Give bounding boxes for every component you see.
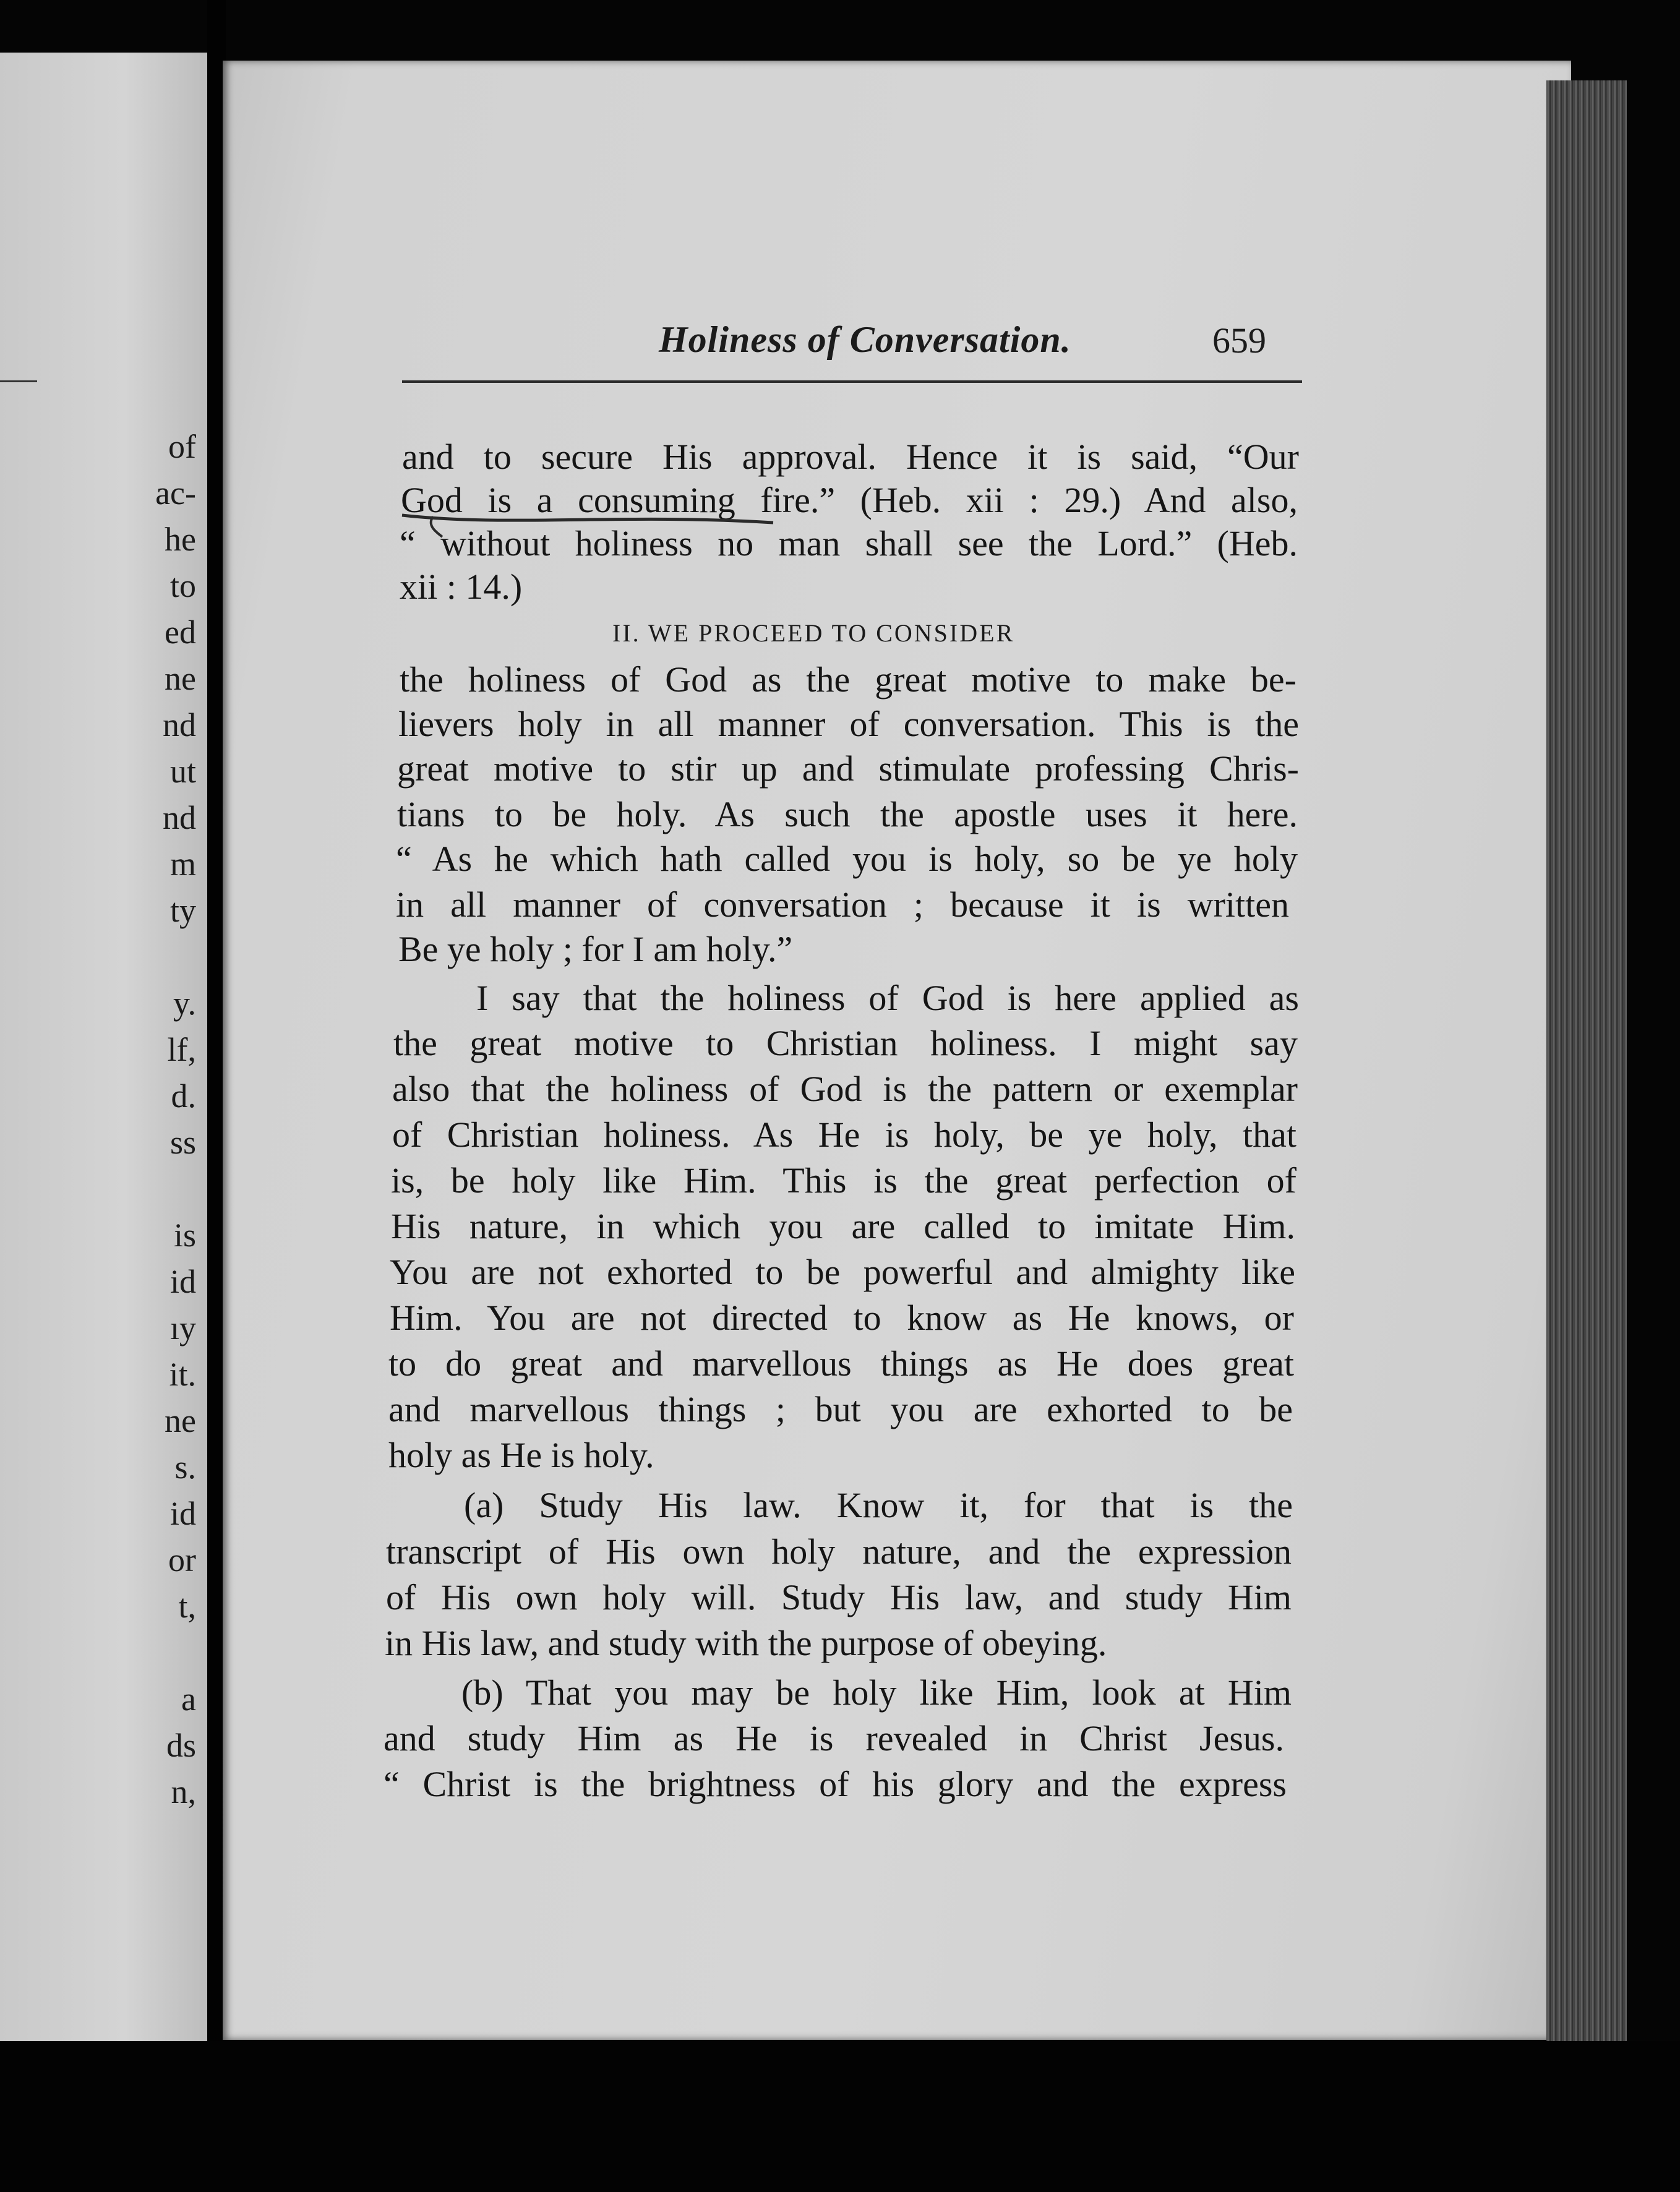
left-fragment: nd [163,706,196,743]
left-fragment: ut [169,753,196,790]
left-fragment: id [169,1263,196,1300]
text-line: xii : 14.) [400,567,523,607]
left-fragment: t, [178,1588,196,1625]
left-fragment: to [169,567,196,604]
left-fragment: s. [174,1449,196,1486]
left-fragment: lf, [167,1031,196,1068]
text-line: the great motive to Christian holiness. I might say [393,1023,1298,1063]
left-fragment: of [168,428,196,465]
text-line: is, be holy like Him. This is the great perfection of [391,1160,1296,1201]
left-fragment: m [169,846,196,883]
text-line: (a) Study His law. Know it, for that is the [464,1485,1293,1525]
left-fragment: y. [173,985,196,1022]
text-line: God is a consuming fire.” (Heb. xii : 29.) And also, [401,480,1298,520]
text-line: to do great and marvellous things as He does great [388,1343,1294,1384]
text-line: “ As he which hath called you is holy, so be ye holy [396,839,1298,879]
text-line: the holiness of God as the great motive to make be- [400,659,1296,700]
left-fragment: ac- [155,474,196,512]
text-line: You are not exhorted to be powerful and almighty like [390,1252,1295,1292]
left-fragment: ed [165,614,196,651]
text-line: great motive to stir up and stimulate professing Chris- [397,748,1299,789]
text-line: “ Christ is the brightness of his glory and the express [384,1764,1287,1804]
left-fragment: n, [171,1773,196,1810]
running-head [0,319,1680,368]
left-fragment: d. [171,1077,196,1115]
left-fragment: ss [169,1124,196,1161]
text-line: and marvellous things ; but you are exhorted to be [388,1389,1293,1429]
left-fragment: nd [163,799,196,836]
scan-background [0,2041,1680,2192]
text-line: and study Him as He is revealed in Christ Jesus. [384,1718,1284,1758]
left-fragment: he [165,521,196,558]
text-line: His nature, in which you are called to imitate Him. [391,1206,1295,1246]
text-line: (b) That you may be holy like Him, look at Him [461,1672,1292,1713]
left-fragment: ıy [169,1309,196,1346]
header-rule [402,380,1302,383]
left-fragment: ne [165,1402,196,1439]
text-line: of Christian holiness. As He is holy, be ye holy, that [392,1115,1296,1155]
section-heading: II. WE PROCEED TO CONSIDER [612,619,1015,647]
running-head-title: Holiness of Conversation. [659,319,1071,360]
left-page-rule [0,380,37,382]
text-line: Him. You are not directed to know as He knows, or [390,1298,1294,1338]
left-fragment: ty [169,892,196,929]
left-fragment: a [181,1680,196,1718]
left-fragment: ds [166,1727,196,1764]
page-number: 659 [1212,320,1266,361]
text-line: in His law, and study with the purpose of obeying. [385,1623,1107,1663]
text-line: lievers holy in all manner of conversation. This is the [398,704,1299,744]
text-line: tians to be holy. As such the apostle uses it here. [397,794,1298,834]
text-line: “ without holiness no man shall see the Lord.” (Heb. [400,523,1298,563]
text-line: Be ye holy ; for I am holy.” [398,929,793,969]
left-fragment: it. [169,1356,196,1393]
text-line: I say that the holiness of God is here applied as [476,978,1299,1018]
page-edges [1546,80,1627,2041]
left-fragment: ne [165,660,196,697]
left-fragment: or [168,1541,196,1578]
text-line: and to secure His approval. Hence it is said, “Our [402,437,1299,477]
left-fragment: is [173,1217,196,1254]
text-line: holy as He is holy. [388,1435,654,1475]
text-line: in all manner of conversation ; because it is written [396,884,1289,925]
text-line: transcript of His own holy nature, and the expression [386,1531,1292,1572]
left-fragment: id [169,1495,196,1532]
text-line: of His own holy will. Study His law, and study Him [386,1577,1292,1617]
text-line: also that the holiness of God is the pattern or exemplar [392,1069,1298,1109]
